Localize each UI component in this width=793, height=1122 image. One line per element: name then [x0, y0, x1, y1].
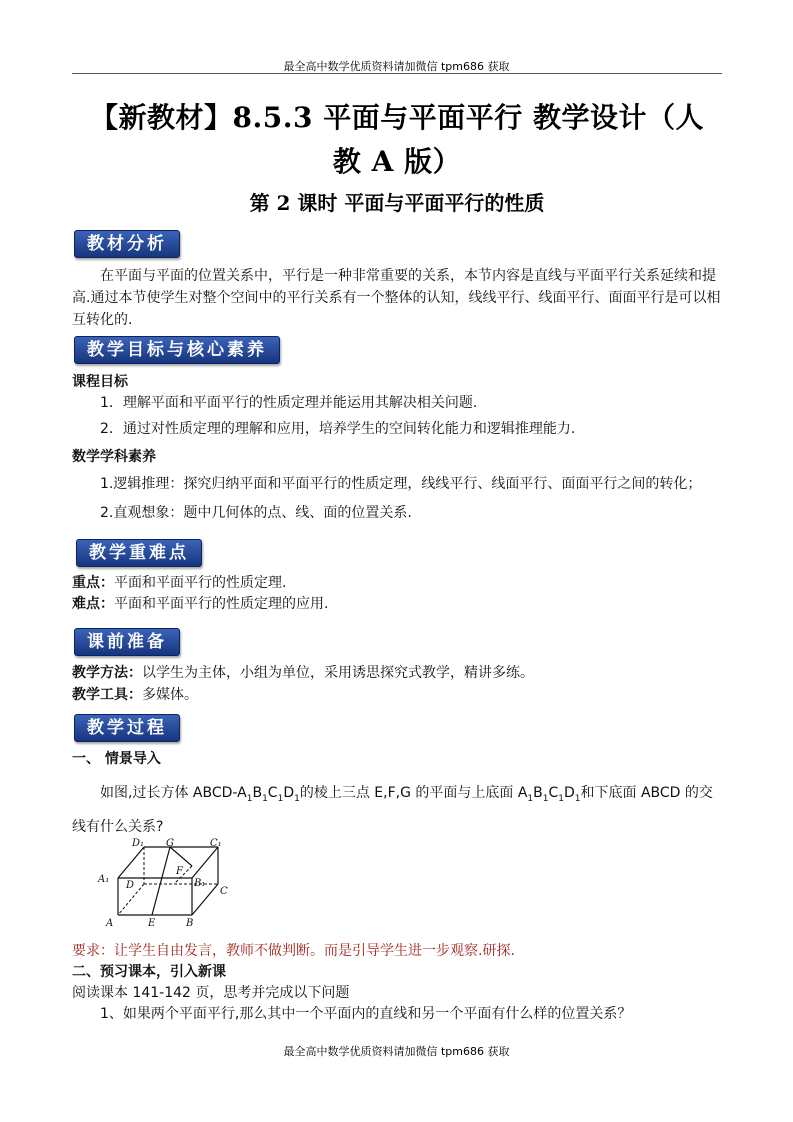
cuboid-figure	[96, 838, 238, 930]
requirement-note: 要求：让学生自由发言，教师不做判断。而是引导学生进一步观察.研探.	[72, 943, 515, 959]
tools-line	[72, 684, 722, 706]
label-D: D	[126, 880, 135, 891]
label-A1: A₁	[98, 874, 110, 885]
page-footer: 最全高中数学优质资料请加微信 tpm686 获取	[283, 1045, 510, 1058]
label-C: C	[220, 886, 228, 897]
document-title	[72, 96, 722, 184]
difficulty-label: 难点：	[72, 596, 114, 612]
core-literacy-item-2: 2.直观想象：题中几何体的点、线、面的位置关系.	[100, 505, 412, 521]
step2-line-2: 1、如果两个平面平行,那么其中一个平面内的直线和另一个平面有什么样的位置关系？	[100, 1006, 632, 1022]
key-point-label: 重点：	[72, 575, 114, 591]
tools-label: 教学工具：	[72, 687, 142, 703]
key-point-line	[72, 572, 722, 594]
title-line-1: 【新教材】8.5.3 平面与平面平行 教学设计（人	[90, 101, 704, 134]
label-B1: B₁	[194, 878, 206, 889]
step2-line-1: 阅读课本 141-142 页，思考并完成以下问题	[72, 985, 350, 1001]
edge-D1A1	[118, 847, 144, 878]
label-G: G	[166, 838, 174, 849]
step1-heading: 一、 情景导入	[72, 751, 161, 767]
method-text: 以学生为主体，小组为单位，采用诱思探究式教学，精讲多练。	[142, 665, 534, 681]
step1-question: 如图,过长方体 ABCD-$A_1B_1C_1D_1$的棱上三点 E,F,G 的平面与上底面 $A_1B_1C_1D_1$和下底面 ABCD 的交线有什么关系?	[72, 785, 713, 835]
analysis-paragraph: 在平面与平面的位置关系中，平行是一种非常重要的关系，本节内容是直线与平面平行关系延续和提高.通过本节使学生对整个空间中的平行关系有一个整体的认知，线线平行、线面平行、面面平行是可以相互转化的.	[72, 268, 721, 328]
label-F: F	[176, 866, 183, 877]
edge-GF-top	[170, 847, 192, 866]
header-rule	[72, 73, 722, 74]
section-badge-preparation: 课前准备	[74, 628, 180, 656]
key-point-text: 平面和平面平行的性质定理.	[114, 575, 287, 591]
method-label: 教学方法：	[72, 665, 142, 681]
core-literacy-item-1: 1.逻辑推理：探究归纳平面和平面平行的性质定理，线线平行、线面平行、面面平行之间的转化；	[100, 476, 702, 492]
step2-heading: 二、预习课本，引入新课	[72, 964, 226, 980]
document-subtitle: 第 2 课时 平面与平面平行的性质	[249, 191, 545, 215]
label-A: A	[106, 918, 114, 929]
page-header: 最全高中数学优质资料请加微信 tpm686 获取	[283, 60, 510, 73]
title-line-2: 教 A 版）	[332, 145, 462, 178]
section-badge-key-points: 教学重难点	[76, 539, 202, 567]
section-badge-analysis: 教材分析	[74, 230, 180, 258]
course-goals-heading: 课程目标	[72, 374, 128, 390]
course-goal-item-1: 1．理解平面和平面平行的性质定理并能运用其解决相关问题.	[100, 395, 478, 411]
core-literacy-heading: 数学学科素养	[72, 449, 156, 465]
method-line	[72, 662, 722, 684]
difficulty-line	[72, 593, 722, 615]
edge-GE	[152, 847, 170, 915]
course-goal-item-2: 2．通过对性质定理的理解和应用，培养学生的空间转化能力和逻辑推理能力.	[100, 421, 576, 437]
difficulty-text: 平面和平面平行的性质定理的应用.	[114, 596, 329, 612]
edge-C1B1	[192, 847, 218, 878]
label-D1: D₁	[132, 838, 145, 849]
section-badge-process: 教学过程	[74, 714, 180, 742]
label-E: E	[148, 918, 156, 929]
label-B: B	[186, 918, 194, 929]
tools-text: 多媒体。	[142, 687, 198, 703]
section-badge-goals: 教学目标与核心素养	[74, 336, 280, 364]
label-C1: C₁	[210, 838, 222, 849]
